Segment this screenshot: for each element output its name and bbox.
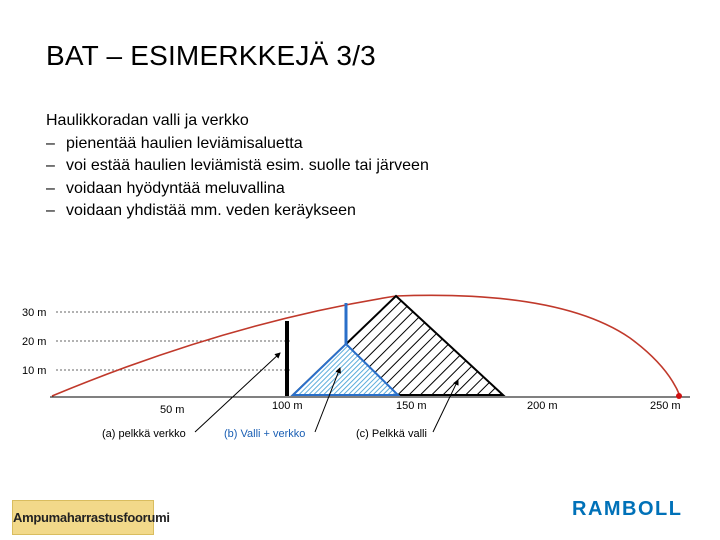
bullet-text: pienentää haulien leviämisaluetta (66, 134, 303, 152)
bullet-text: voi estää haulien leviämistä esim. suolle tai järveen (66, 157, 429, 174)
height-label-30m: 30 m (22, 307, 47, 319)
callout-label-net-only: (a) pelkkä verkko (102, 428, 186, 440)
bullet-dash: – (46, 179, 55, 197)
distance-label-150m: 150 m (396, 400, 427, 412)
bullet-dash: – (46, 134, 55, 152)
trajectory-end-marker (676, 393, 682, 399)
distance-label-200m: 200 m (527, 400, 558, 412)
bullet-dash: – (46, 157, 55, 174)
ampumaharrastusfoorumi-logo: Ampumaharrastusfoorumi (12, 500, 154, 535)
distance-label-100m: 100 m (272, 400, 303, 412)
callout-label-berm-net: (b) Valli + verkko (224, 428, 306, 440)
distance-label-50m: 50 m (160, 404, 185, 416)
slide-title: BAT – ESIMERKKEJÄ 3/3 (46, 40, 376, 71)
bullet-text: voidaan hyödyntää meluvallina (66, 179, 285, 197)
height-label-20m: 20 m (22, 336, 47, 348)
height-gridlines (56, 312, 295, 370)
ramboll-logo: RAMBOLL (572, 498, 683, 520)
callout-label-berm-only: (c) Pelkkä valli (356, 428, 427, 440)
bullet-dash: – (46, 202, 55, 219)
bullet-text: voidaan yhdistää mm. veden keräykseen (66, 202, 356, 219)
callout-arrow-a (195, 353, 280, 432)
height-label-10m: 10 m (22, 365, 47, 377)
bullet-heading: Haulikkoradan valli ja verkko (46, 112, 249, 129)
distance-label-250m: 250 m (650, 400, 681, 412)
